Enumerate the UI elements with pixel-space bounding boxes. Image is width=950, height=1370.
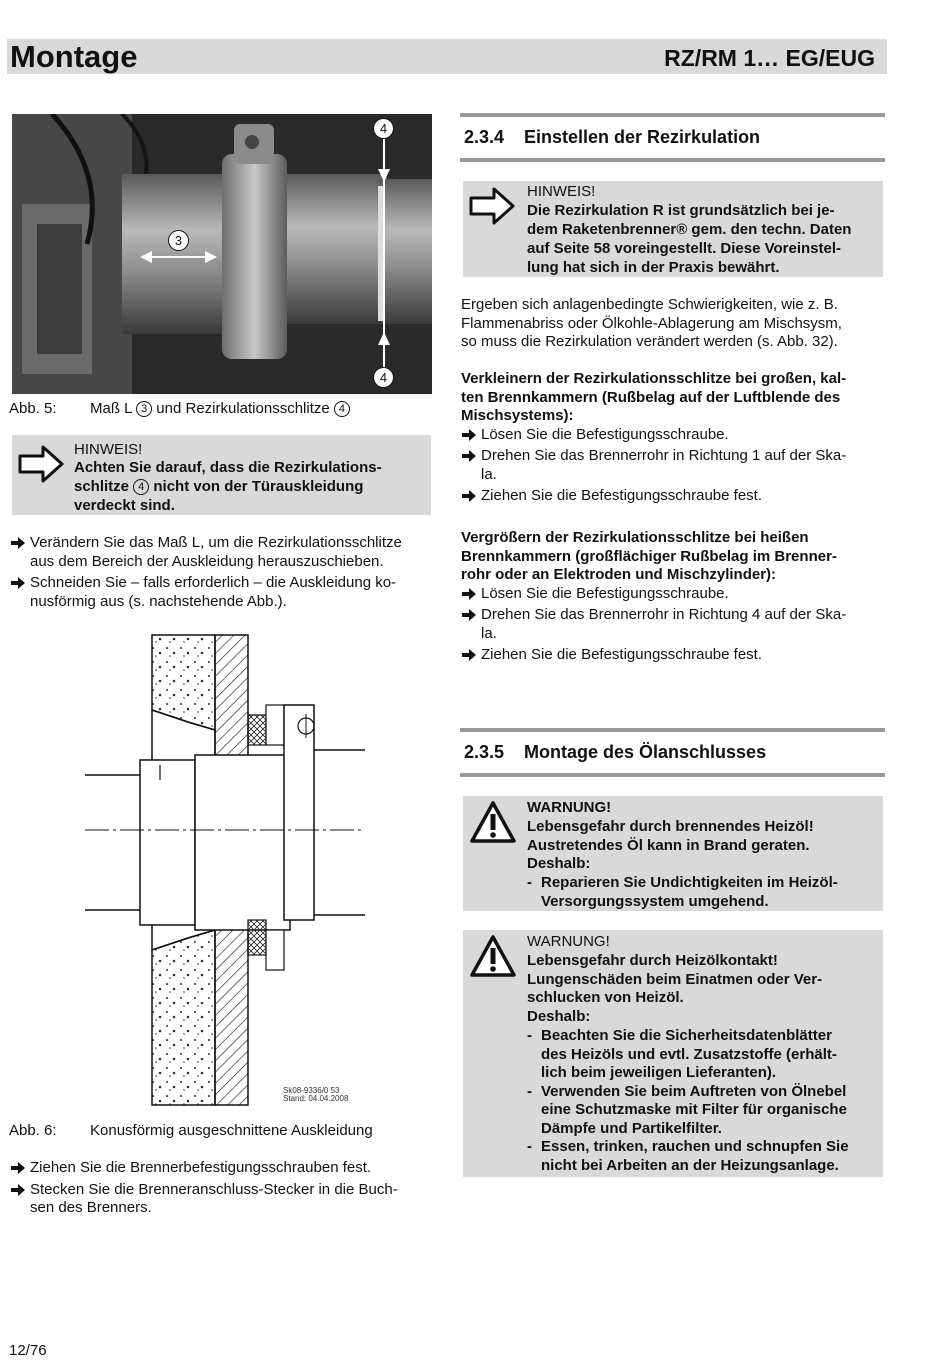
drawing-stamp-line: Sk08-9336/0 53 [283, 1086, 340, 1095]
note-1-line-1: Achten Sie darauf, dass die Rezirkulations- [74, 459, 382, 476]
list-item-line: Ziehen Sie die Brennerbefestigungsschrauben fest. [30, 1159, 372, 1176]
warning-item-line: Essen, trinken, rauchen und schnupfen Sie [541, 1138, 849, 1155]
note-2-line: dem Raketenbrenner® gem. den techn. Daten [527, 221, 852, 238]
warning-2-item [527, 1138, 872, 1175]
list-item [10, 534, 435, 571]
block-enlarge-slots [461, 529, 886, 665]
list-item [461, 585, 886, 604]
warning-item-line: Reparieren Sie Undichtigkeiten im Heizöl- [541, 874, 838, 891]
drawing-stamp [283, 1087, 348, 1103]
note-1-line-2 [74, 478, 363, 497]
list-item-line: sen des Brenners. [30, 1199, 152, 1216]
note-1-heading: HINWEIS! [74, 441, 143, 458]
warning-item-line: lich beim jeweiligen Lieferanten). [541, 1064, 777, 1081]
warning-2-item [527, 1083, 872, 1139]
section-rule [460, 773, 885, 777]
circle-3: 3 [136, 401, 152, 417]
list-item-line: Drehen Sie das Brennerrohr in Richtung 1 auf der Ska- [481, 447, 847, 464]
list-item-line: Verändern Sie das Maß L, um die Rezirkulationsschlitze [30, 534, 402, 551]
list-item-line: Schneiden Sie – falls erforderlich – die Auskleidung ko- [30, 574, 397, 591]
block-heading-line: Vergrößern der Rezirkulationsschlitze bei heißen [461, 529, 809, 546]
warning-2-line: schlucken von Heizöl. [527, 989, 684, 1006]
callout-4-top: 4 [373, 118, 394, 139]
arrow-right-icon [10, 574, 26, 592]
list-item [10, 574, 435, 611]
warning-item-line: Versorgungssystem umgehend. [541, 892, 769, 910]
arrow-right-icon [461, 426, 477, 444]
note-2-line: auf Seite 58 voreingestellt. Diese Voreinstel- [527, 240, 842, 257]
section-2-3-4-heading [464, 127, 760, 148]
page-header [7, 39, 887, 74]
warning-2-items [527, 1027, 872, 1175]
section-title: Montage des Ölanschlusses [524, 742, 767, 762]
paragraph-intro [461, 296, 886, 352]
circle-4: 4 [334, 401, 350, 417]
warning-1-line: Deshalb: [527, 855, 591, 872]
block-heading-line: Verkleinern der Rezirkulationsschlitze bei großen, kal- [461, 370, 847, 387]
paragraph-line: Ergeben sich anlagenbedingte Schwierigkeiten, wie z. B. [461, 296, 838, 313]
list-item [461, 426, 886, 445]
warning-item-line: des Heizöls und evtl. Zusatzstoffe (erhält- [541, 1045, 837, 1063]
section-rule [460, 158, 885, 162]
figure-6-label: Abb. 6: [9, 1122, 57, 1139]
figure-5-label: Abb. 5: [9, 400, 57, 417]
list-item [461, 646, 886, 665]
warning-item-line: Verwenden Sie beim Auftreten von Ölnebel [541, 1082, 847, 1100]
list-item [10, 1181, 435, 1218]
page-number: 12/76 [9, 1342, 47, 1359]
warning-triangle-icon [469, 934, 517, 983]
list-item-line: aus dem Bereich der Auskleidung herauszuschieben. [30, 552, 384, 570]
section-2-3-5-heading [464, 742, 766, 763]
list-item-line: Ziehen Sie die Befestigungsschraube fest. [481, 646, 763, 663]
callout-3: 3 [168, 230, 189, 251]
list-item [461, 487, 886, 506]
warning-item-line: Beachten Sie die Sicherheitsdatenblätter [541, 1027, 832, 1044]
paragraph-line: Flammenabriss oder Ölkohle-Ablagerung am Mischsysm, [461, 314, 842, 332]
warning-2-line: Lebensgefahr durch Heizölkontakt! [527, 952, 778, 969]
dash-bullet: - [527, 874, 532, 891]
bullet-list-2 [10, 1159, 435, 1218]
section-number: 2.3.4 [464, 127, 505, 147]
note-1-line-3: verdeckt sind. [74, 497, 175, 514]
warning-box-2 [463, 930, 883, 1177]
dash-bullet: - [527, 1138, 532, 1155]
warning-2-line: Deshalb: [527, 1008, 591, 1025]
note-1-line-2b: nicht von der Türauskleidung [153, 478, 364, 495]
note-1-line-2a: schlitze [74, 478, 130, 495]
arrow-right-icon [461, 585, 477, 603]
dash-bullet: - [527, 1082, 532, 1100]
block-heading-line: Mischsystems): [461, 407, 574, 424]
dash-bullet: - [527, 1027, 532, 1044]
note-2-heading: HINWEIS! [527, 183, 596, 200]
figure-6-text: Konusförmig ausgeschnittene Auskleidung [90, 1122, 373, 1139]
note-arrow-icon [468, 186, 516, 231]
list-item [461, 606, 886, 643]
warning-box-1 [463, 796, 883, 911]
section-title: Einstellen der Rezirkulation [524, 127, 761, 147]
drawing-stamp-line: Stand: 04.04.2008 [283, 1094, 349, 1103]
block-heading-line: ten Brennkammern (Rußbelag auf der Luftblende des [461, 388, 841, 406]
note-box-1 [12, 435, 431, 515]
arrow-right-icon [461, 447, 477, 465]
note-2-line: lung hat sich in der Praxis bewährt. [527, 259, 780, 276]
figure-5-caption [9, 400, 429, 418]
arrow-right-icon [10, 1181, 26, 1199]
figure-5-text: Maß L [90, 400, 132, 417]
lining-cross-section-drawing [80, 630, 370, 1110]
warning-1-heading: WARNUNG! [527, 799, 612, 816]
model-name: RZ/RM 1… EG/EUG [664, 45, 875, 71]
list-item-line: nusförmig aus (s. nachstehende Abb.). [30, 592, 287, 610]
burner-photo [12, 114, 432, 394]
arrow-right-icon [461, 487, 477, 505]
list-item-line: Ziehen Sie die Befestigungsschraube fest. [481, 487, 763, 504]
warning-2-heading: WARNUNG! [527, 933, 610, 950]
list-item-line: Stecken Sie die Brenneranschluss-Stecker in die Buch- [30, 1180, 398, 1198]
warning-1-line: Austretendes Öl kann in Brand geraten. [527, 837, 810, 854]
arrow-right-icon [461, 606, 477, 624]
arrow-right-icon [10, 534, 26, 552]
arrow-right-icon [10, 1159, 26, 1177]
warning-1-item [527, 874, 881, 911]
list-item-line: Lösen Sie die Befestigungsschraube. [481, 425, 729, 443]
warning-1-line: Lebensgefahr durch brennendes Heizöl! [527, 818, 814, 835]
figure-6-caption [9, 1122, 429, 1140]
list-item-line: Lösen Sie die Befestigungsschraube. [481, 584, 729, 602]
warning-triangle-icon [469, 800, 517, 849]
section-rule [460, 113, 885, 117]
callout-4-bottom: 4 [373, 367, 394, 388]
list-item-line: Drehen Sie das Brennerrohr in Richtung 4 auf der Ska- [481, 606, 847, 623]
list-item-line: la. [481, 465, 497, 483]
block-reduce-slots [461, 370, 886, 506]
note-2-line: Die Rezirkulation R ist grundsätzlich bei je- [527, 202, 835, 219]
warning-item-line: nicht bei Arbeiten an der Heizungsanlage. [541, 1156, 839, 1174]
bullet-list-1 [10, 534, 435, 611]
block-heading-line: rohr oder an Elektroden und Mischzylinder): [461, 566, 777, 583]
circle-4-note: 4 [133, 479, 149, 495]
paragraph-line: so muss die Rezirkulation verändert werden (s. Abb. 32). [461, 333, 838, 350]
list-item [461, 447, 886, 484]
note-arrow-icon [17, 444, 65, 489]
section-number: 2.3.5 [464, 742, 505, 762]
arrow-right-icon [461, 646, 477, 664]
warning-2-line: Lungenschäden beim Einatmen oder Ver- [527, 971, 823, 988]
warning-item-line: Dämpfe und Partikelfilter. [541, 1119, 722, 1137]
figure-5-text-b: und Rezirkulationsschlitze [156, 400, 330, 417]
list-item [10, 1159, 435, 1178]
block-heading-line: Brennkammern (großflächiger Rußbelag im Brenner- [461, 547, 837, 565]
page-title: Montage [10, 39, 138, 74]
warning-item-line: eine Schutzmaske mit Filter für organische [541, 1101, 847, 1118]
list-item-line: la. [481, 624, 497, 642]
note-box-2 [463, 181, 883, 277]
warning-2-item [527, 1027, 872, 1083]
section-rule [460, 728, 885, 732]
